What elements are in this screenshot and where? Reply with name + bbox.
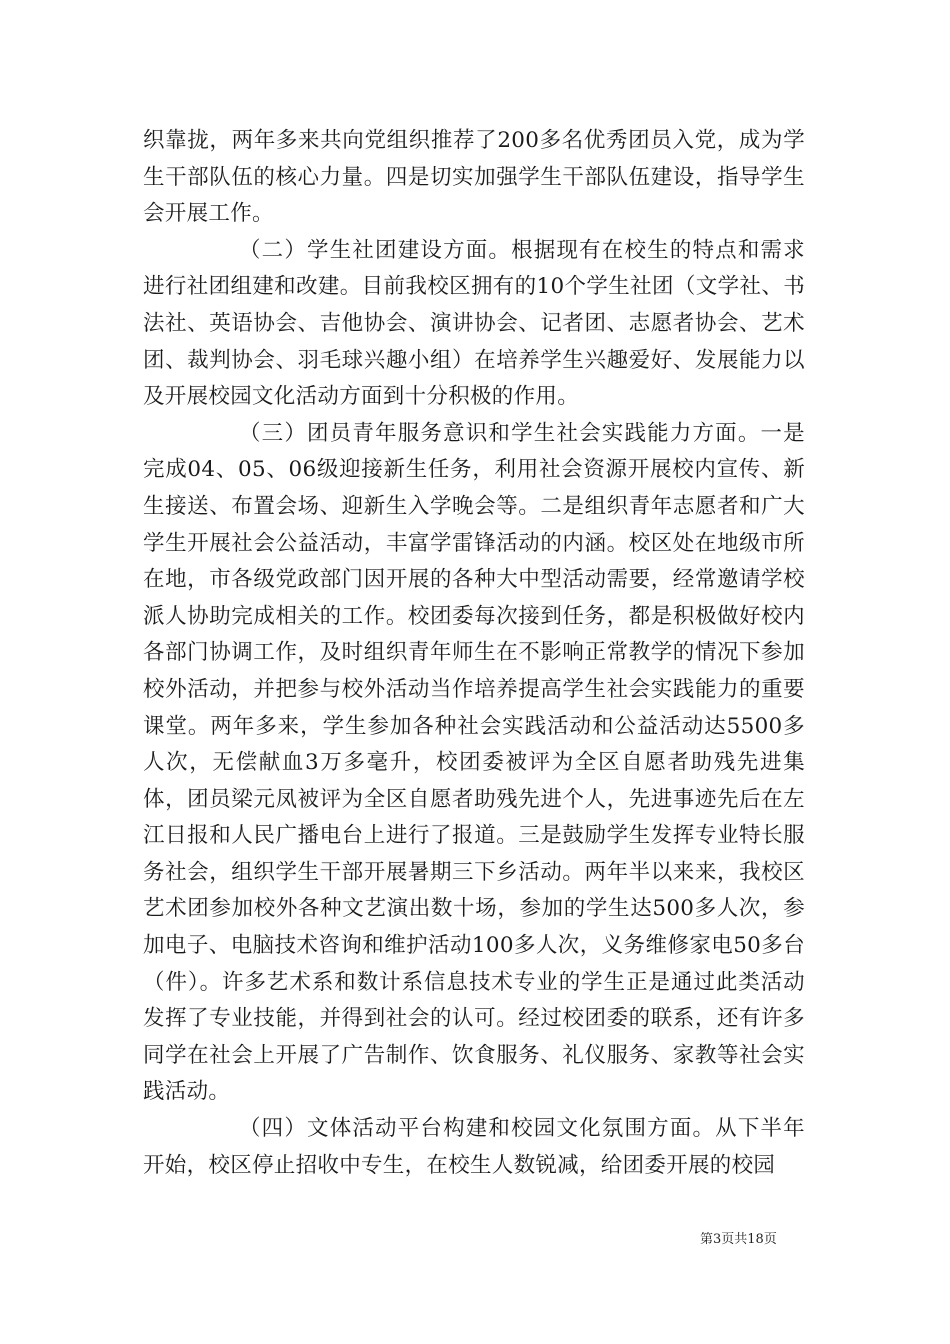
paragraph-continuation: 织靠拢，两年多来共向党组织推荐了200多名优秀团员入党，成为学生干部队伍的核心力量。四是切实加强学生干部队伍建设，指导学生会开展工作。 [143, 128, 805, 227]
paragraph-campus-culture: （四）文体活动平台构建和校园文化氛围方面。从下半年开始，校区停止招收中专生，在校生人数锐减，给团委开展的校园 [143, 1116, 805, 1178]
document-body [143, 123, 805, 1184]
page-number: 第3页共18页 [700, 1232, 777, 1247]
paragraph-social-practice: （三）团员青年服务意识和学生社会实践能力方面。一是完成04、05、06级迎接新生任务，利用社会资源开展校内宣传、新生接送、布置会场、迎新生入学晚会等。二是组织青年志愿者和广大学生开展社会公益活动，丰富学雷锋活动的内涵。校区处在地级市所在地，市各级党政部门因开展的各种大中型活动需要，经常邀请学校派人协助完成相关的工作。校团委每次接到任务，都是积极做好校内各部门协调工作，及时组织青年师生在不影响正常教学的情况下参加校外活动，并把参与校外活动当作培养提高学生社会实践能力的重要课堂。两年多来，学生参加各种社会实践活动和公益活动达5500多人次，无偿献血3万多毫升，校团委被评为全区自愿者助残先进集体，团员梁元凤被评为全区自愿者助残先进个人，先进事迹先后在左江日报和人民广播电台上进行了报道。三是鼓励学生发挥专业特长服务社会，组织学生干部开展暑期三下乡活动。两年半以来来，我校区艺术团参加校外各种文艺演出数十场，参加的学生达500多人次，参加电子、电脑技术咨询和维护活动100多人次，义务维修家电50多台（件）。许多艺术系和数计系信息技术专业的学生正是通过此类活动发挥了专业技能，并得到社会的认可。经过校团委的联系，还有许多同学在社会上开展了广告制作、饮食服务、礼仪服务、家教等社会实践活动。 [143, 420, 805, 1105]
paragraph-student-clubs: （二）学生社团建设方面。根据现有在校生的特点和需求进行社团组建和改建。目前我校区拥有的10个学生社团（文学社、书法社、英语协会、吉他协会、演讲协会、记者团、志愿者协会、艺术团、裁判协会、羽毛球兴趣小组）在培养学生兴趣爱好、发展能力以及开展校园文化活动方面到十分积极的作用。 [143, 237, 805, 410]
